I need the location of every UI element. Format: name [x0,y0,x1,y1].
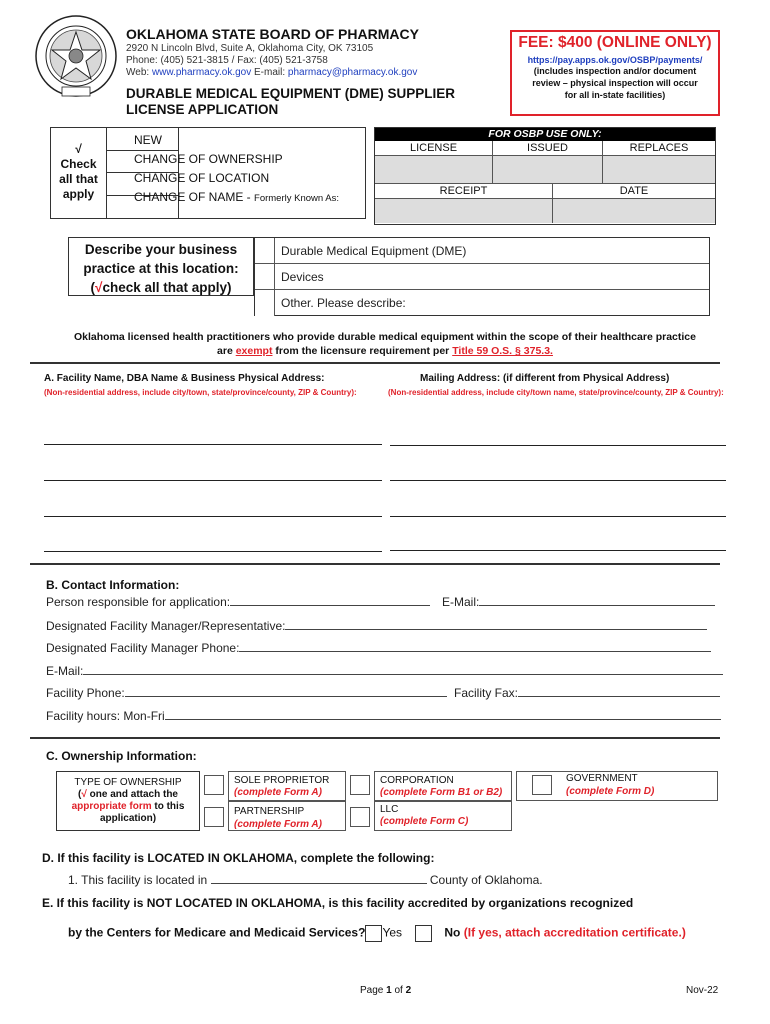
section-d-label: D. If this facility is LOCATED IN OKLAHOMA, complete the following: [42,851,435,865]
manager-email-field[interactable]: E-Mail: [46,664,723,678]
fee-box: FEE: $400 (ONLINE ONLY) https://pay.apps.ok.gov/OSBP/payments/ (includes inspection and/or document review – physical inspection will occur for all in-state facilities) [510,30,720,116]
revision-date: Nov-22 [686,985,719,996]
check-all-label: √ Check all that apply [51,128,107,218]
board-web-email: Web: www.pharmacy.ok.gov E-mail: pharmacy@pharmacy.ok.gov [126,67,418,78]
mailing-address-line-3[interactable] [390,516,726,517]
mailing-address-line-2[interactable] [390,480,726,481]
option-change-name: CHANGE OF NAME - Formerly Known As: [134,190,340,204]
divider [30,563,720,565]
checkbox-dme[interactable] [255,238,275,263]
checkbox-devices[interactable] [255,264,275,289]
checkbox-llc[interactable] [350,807,370,827]
board-phone-fax: Phone: (405) 521-3815 / Fax: (405) 521-3758 [126,55,328,66]
section-e-label: E. If this facility is NOT LOCATED IN OKLAHOMA, is this facility accredited by organizations recognized [42,896,634,910]
payment-link[interactable]: https://pay.apps.ok.gov/OSBP/payments/ [527,55,703,65]
business-practice-label: Describe your business practice at this location: (√check all that apply) [68,237,254,296]
section-b-label: B. Contact Information: [46,578,180,592]
page-number: Page 1 of 2 [360,985,412,996]
accreditation-note: (If yes, attach accreditation certificate.) [463,925,686,940]
section-c-label: C. Ownership Information: [46,749,197,763]
checkbox-yes[interactable] [365,925,382,942]
option-dme: Durable Medical Equipment (DME) [281,244,467,258]
section-a-sub: (Non-residential address, include city/town, state/province/county, ZIP & Country): [44,388,357,397]
physical-address-line-2[interactable] [44,480,382,481]
ownership-type-label: TYPE OF OWNERSHIP (√ one and attach the appropriate form to this application) [56,771,200,831]
checkbox-corporation[interactable] [350,775,370,795]
website-link[interactable]: www.pharmacy.ok.gov [151,67,252,78]
facility-phone-field[interactable]: Facility Phone: [46,686,447,700]
checkbox-partnership[interactable] [204,807,224,827]
divider [30,362,720,364]
exempt-word: exempt [235,345,273,357]
fee-title: FEE: $400 (ONLINE ONLY) [518,34,712,51]
physical-address-line-4[interactable] [44,551,382,552]
facility-hours-field[interactable]: Facility hours: Mon-Fri [46,709,721,723]
corporation-label: CORPORATION [380,775,454,786]
llc-label: LLC [380,804,399,815]
government-form: (complete Form D) [566,786,655,797]
exemption-notice: Oklahoma licensed health practitioners who provide durable medical equipment within the scope of their healthcare practice are exempt from the licensure requirement per Title 59 O.S. § 375.3. [74,331,696,357]
partnership-form: (complete Form A) [234,819,322,830]
osbp-issued-label: ISSUED [493,141,602,156]
option-change-location: CHANGE OF LOCATION [134,171,270,185]
board-name: OKLAHOMA STATE BOARD OF PHARMACY [126,26,419,42]
checkbox-no[interactable] [415,925,432,942]
county-field[interactable]: 1. This facility is located in County of Oklahoma. [68,873,543,887]
mailing-address-line-4[interactable] [390,550,726,551]
partnership-label: PARTNERSHIP [234,806,305,817]
board-address: 2920 N Lincoln Blvd, Suite A, Oklahoma City, OK 73105 [126,43,374,54]
form-title: DURABLE MEDICAL EQUIPMENT (DME) SUPPLIER LICENSE APPLICATION [126,86,456,117]
mailing-address-sub: (Non-residential address, include city/town name, state/province/county, ZIP & Country): [388,388,724,397]
osbp-replaces-label: REPLACES [603,141,715,156]
facility-fax-field[interactable]: Facility Fax: [454,686,720,700]
mailing-address-label: Mailing Address: (if different from Physical Address) [420,373,670,384]
checkbox-government[interactable] [532,775,552,795]
llc-form: (complete Form C) [380,816,469,827]
sole-proprietor-form: (complete Form A) [234,787,322,798]
osbp-date-label: DATE [553,184,715,199]
facility-manager-field[interactable]: Designated Facility Manager/Representative: [46,619,707,633]
divider [30,737,720,739]
option-new: NEW [134,133,162,147]
email-field[interactable]: E-Mail: [442,595,715,609]
corporation-form: (complete Form B1 or B2) [380,787,503,798]
statute-link[interactable]: Title 59 O.S. § 375.3. [452,345,553,357]
osbp-use-only-table [374,127,716,225]
state-seal-logo [34,14,118,98]
physical-address-line-3[interactable] [44,516,382,517]
business-practice-options [254,237,710,316]
physical-address-line-1[interactable] [44,444,382,445]
ownership-table [56,771,718,833]
sole-proprietor-label: SOLE PROPRIETOR [234,775,330,786]
accreditation-question: by the Centers for Medicare and Medicaid Services? Yes No (If yes, attach accreditation certificate.) [68,925,686,942]
person-responsible-field[interactable]: Person responsible for application: [46,595,430,609]
osbp-receipt-label: RECEIPT [375,184,552,199]
option-devices: Devices [281,270,324,284]
osbp-header: FOR OSBP USE ONLY: [375,128,715,141]
government-label: GOVERNMENT [566,773,638,784]
option-other: Other. Please describe: [281,296,406,310]
manager-phone-field[interactable]: Designated Facility Manager Phone: [46,641,711,655]
mailing-address-line-1[interactable] [390,445,726,446]
checkbox-other[interactable] [255,290,275,316]
email-link[interactable]: pharmacy@pharmacy.ok.gov [287,67,418,78]
checkbox-sole-proprietor[interactable] [204,775,224,795]
option-change-ownership: CHANGE OF OWNERSHIP [134,152,283,166]
section-a-label: A. Facility Name, DBA Name & Business Physical Address: [44,373,325,384]
osbp-license-label: LICENSE [375,141,492,156]
